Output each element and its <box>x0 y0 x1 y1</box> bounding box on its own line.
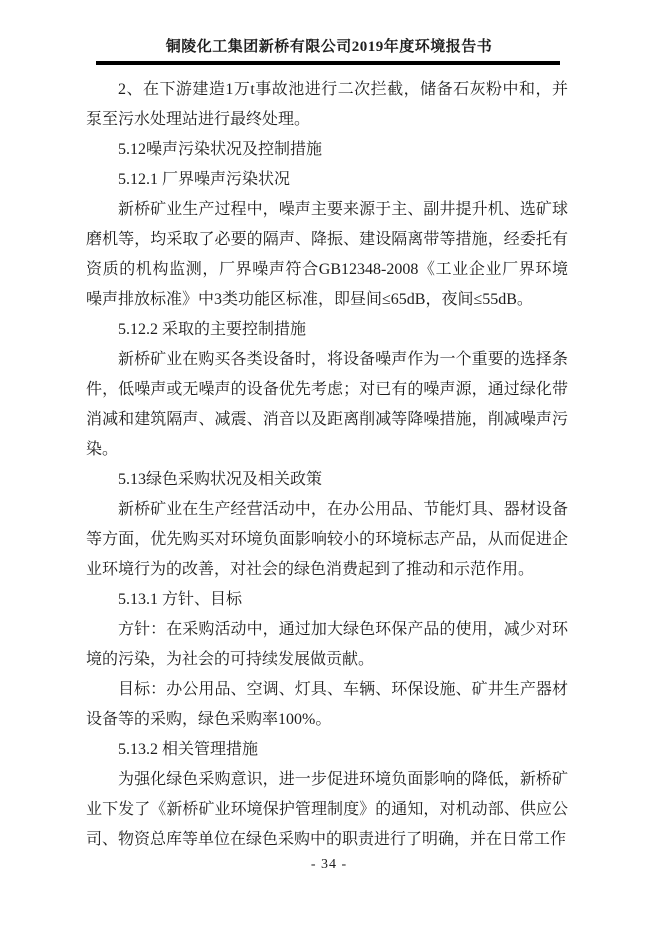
paragraph: 为强化绿色采购意识，进一步促进环境负面影响的降低，新桥矿业下发了《新桥矿业环境保护管理制度》的通知，对机动部、供应公司、物资总库等单位在绿色采购中的职责进行了明确，并在日常工作 <box>86 771 568 848</box>
section-heading: 5.13绿色采购状况及相关政策 <box>118 471 323 488</box>
section-heading: 5.13.1 方针、目标 <box>118 591 243 608</box>
paragraph: 新桥矿业生产过程中，噪声主要来源于主、副井提升机、选矿球磨机等，均采取了必要的隔声、降振、建设隔离带等措施，经委托有资质的机构监测，厂界噪声符合GB12348-2008《工业企业厂界环境噪声排放标准》中3类功能区标准，即昼间≤65dB，夜间≤55dB。 <box>86 201 568 308</box>
paragraph: 目标：办公用品、空调、灯具、车辆、环保设施、矿井生产器材设备等的采购，绿色采购率100%。 <box>86 681 568 728</box>
section-heading: 5.12噪声污染状况及控制措施 <box>118 141 323 158</box>
document-header-title: 铜陵化工集团新桥有限公司2019年度环境报告书 <box>165 39 493 55</box>
paragraph: 2、在下游建造1万t事故池进行二次拦截，储备石灰粉中和，并泵至污水处理站进行最终处理。 <box>86 81 568 128</box>
paragraph: 方针：在采购活动中，通过加大绿色环保产品的使用，减少对环境的污染，为社会的可持续发展做贡献。 <box>86 621 568 668</box>
document-body <box>86 75 568 855</box>
section-heading: 5.12.2 采取的主要控制措施 <box>118 321 307 338</box>
section-heading: 5.12.1 厂界噪声污染状况 <box>118 171 291 188</box>
page-number: - 34 - <box>310 857 348 872</box>
paragraph: 新桥矿业在购买各类设备时，将设备噪声作为一个重要的选择条件，低噪声或无噪声的设备优先考虑；对已有的噪声源，通过绿化带消减和建筑隔声、减震、消音以及距离削减等降噪措施，削减噪声污染。 <box>86 351 568 458</box>
section-heading: 5.13.2 相关管理措施 <box>118 741 259 758</box>
paragraph: 新桥矿业在生产经营活动中，在办公用品、节能灯具、器材设备等方面，优先购买对环境负面影响较小的环境标志产品，从而促进企业环境行为的改善，对社会的绿色消费起到了推动和示范作用。 <box>86 501 568 578</box>
header-rule-divider <box>96 61 560 65</box>
